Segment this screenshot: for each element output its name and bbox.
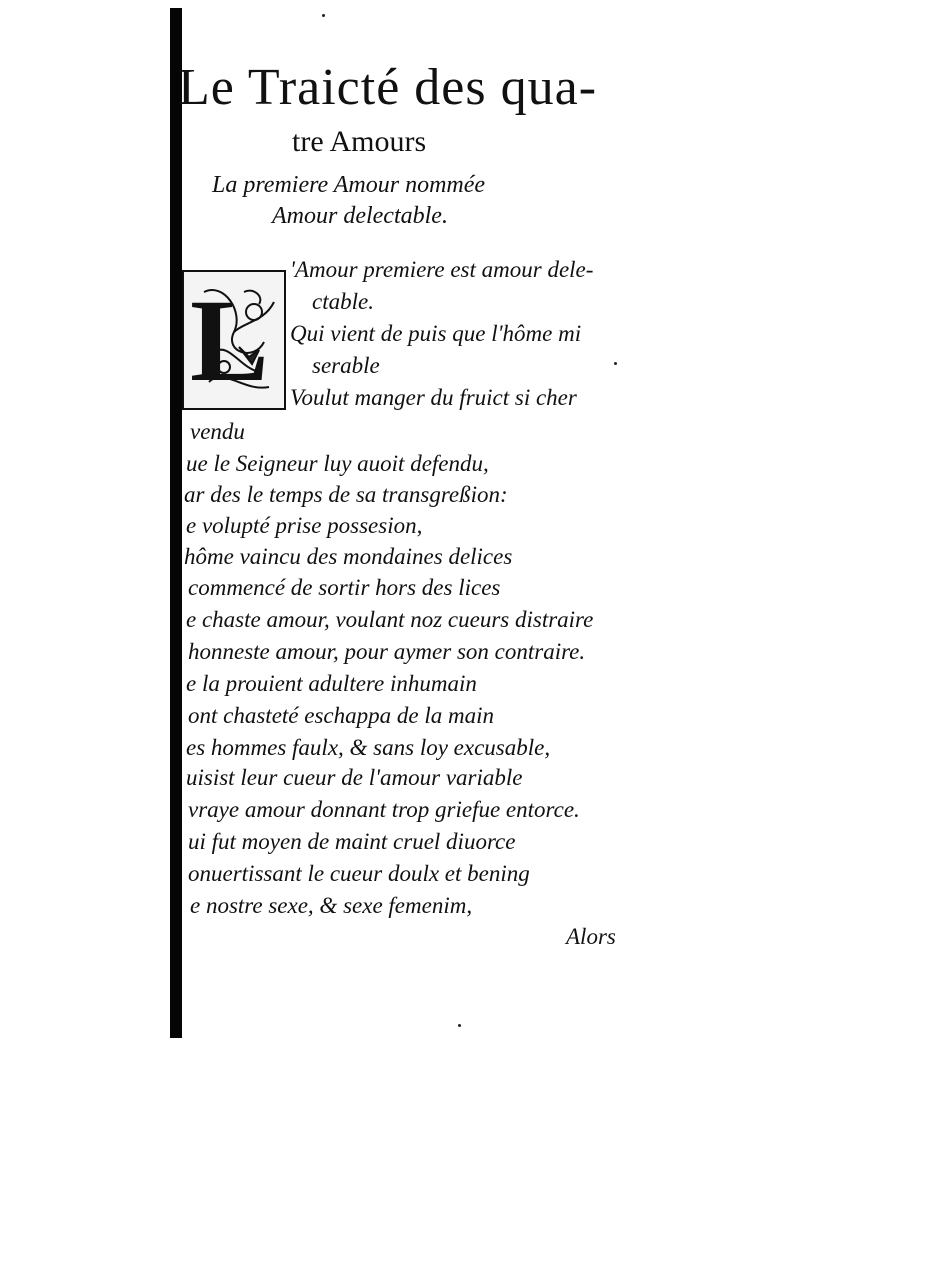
poem-line: ont chasteté eschappa de la main bbox=[188, 703, 494, 728]
poem-line: Qui vient de puis que l'hôme mi bbox=[290, 321, 582, 346]
poem-line: ar des le temps de sa transgreßion: bbox=[184, 482, 508, 507]
poem-line: ui fut moyen de maint cruel diuorce bbox=[188, 829, 516, 854]
poem-line: e volupté prise possesion, bbox=[186, 513, 423, 538]
poem-line: es hommes faulx, & sans loy excusable, bbox=[186, 735, 551, 760]
poem-line: uisist leur cueur de l'amour variable bbox=[186, 765, 523, 790]
poem-line: e la prouient adultere inhumain bbox=[186, 671, 477, 696]
ink-speck bbox=[458, 1024, 461, 1027]
poem-line: Voulut manger du fruict si cher bbox=[290, 385, 577, 410]
poem-line: e nostre sexe, & sexe femenim, bbox=[190, 893, 473, 918]
poem-line: commencé de sortir hors des lices bbox=[188, 575, 501, 600]
ink-speck bbox=[614, 362, 617, 365]
decorated-initial bbox=[182, 270, 286, 410]
poem-line: honneste amour, pour aymer son contraire. bbox=[188, 639, 586, 664]
title-line-2: tre Amours bbox=[292, 125, 427, 158]
subtitle-line-1: La premiere Amour nommée bbox=[212, 172, 486, 198]
poem-line: e chaste amour, voulant noz cueurs distraire bbox=[186, 607, 594, 632]
poem-line: hôme vaincu des mondaines delices bbox=[184, 544, 513, 569]
poem-line: onuertissant le cueur doulx et bening bbox=[188, 861, 530, 886]
poem-line: serable bbox=[312, 353, 380, 378]
poem-line: ue le Seigneur luy auoit defendu, bbox=[186, 451, 489, 476]
poem-line: vraye amour donnant trop griefue entorce. bbox=[188, 797, 580, 822]
ink-speck bbox=[322, 14, 325, 17]
initial-letter: L bbox=[190, 275, 269, 406]
poem-line: vendu bbox=[190, 419, 245, 444]
poem-line: 'Amour premiere est amour dele- bbox=[290, 257, 594, 282]
catchword: Alors bbox=[566, 924, 616, 949]
subtitle-line-2: Amour delectable. bbox=[272, 203, 448, 229]
title-line-1: Le Traicté des qua- bbox=[178, 59, 598, 116]
poem-line: ctable. bbox=[312, 289, 374, 314]
